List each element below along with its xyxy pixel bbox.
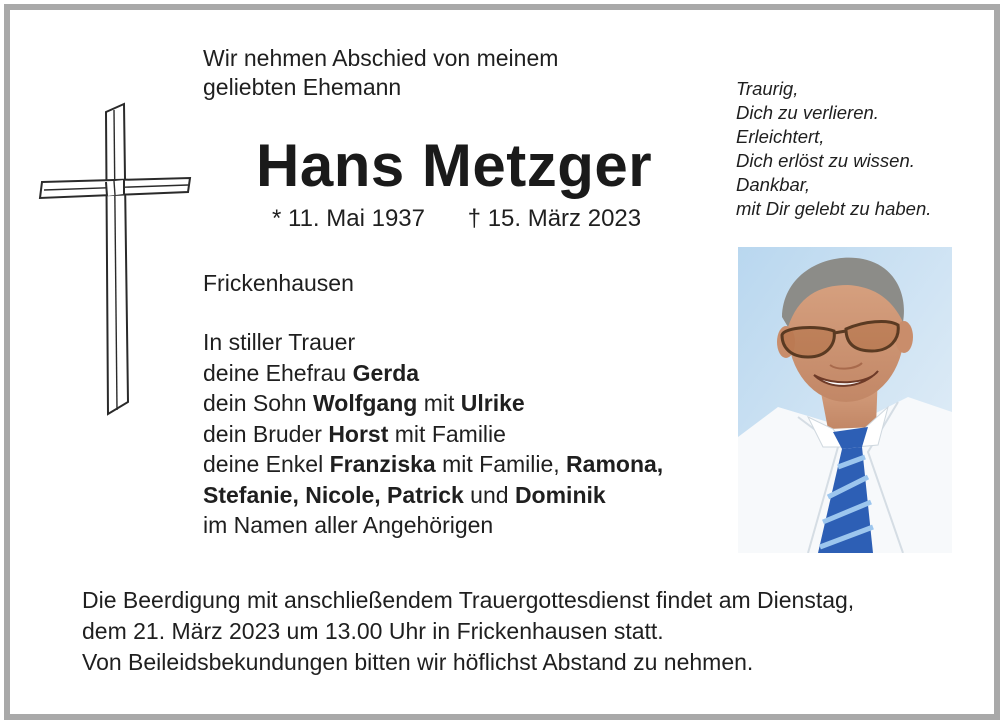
mourners-list	[203, 327, 663, 541]
poem-line: Dankbar,	[736, 174, 811, 195]
poem-line: Dich erlöst zu wissen.	[736, 150, 915, 171]
footer-line: Von Beileidsbekundungen bitten wir höflichst Abstand zu nehmen.	[82, 649, 754, 675]
mourners-line	[203, 480, 663, 511]
mourners-line	[203, 449, 663, 480]
relation-text: deine Enkel	[203, 451, 330, 477]
mourner-name: Horst	[328, 420, 389, 447]
mourners-line	[203, 388, 663, 419]
relation-text: mit Familie	[388, 420, 506, 447]
relation-text: deine Ehefrau	[203, 359, 353, 386]
mourner-name: Ramona,	[566, 451, 664, 477]
place-name: Frickenhausen	[203, 270, 354, 296]
poem-line: Erleichtert,	[736, 126, 825, 147]
footer-line: Die Beerdigung mit anschließendem Trauergottesdienst findet am Dienstag,	[82, 587, 855, 613]
footer-line: dem 21. März 2023 um 13.00 Uhr in Frickenhausen statt.	[82, 618, 664, 644]
life-dates	[272, 204, 641, 234]
intro-text	[203, 44, 558, 102]
relation-text: mit Familie,	[435, 451, 567, 477]
relation-text: und	[463, 481, 515, 508]
relation-text: dein Sohn	[203, 390, 313, 416]
mourner-name: Gerda	[352, 359, 420, 386]
poem	[736, 77, 931, 221]
poem-line: mit Dir gelebt zu haben.	[736, 198, 932, 219]
funeral-info	[82, 585, 854, 678]
mourner-name: Ulrike	[460, 390, 525, 416]
death-date: † 15. März 2023	[467, 205, 642, 232]
mourners-line	[203, 358, 663, 389]
deceased-name: Hans Metzger	[256, 132, 653, 199]
portrait-photo	[738, 247, 952, 553]
poem-line: Dich zu verlieren.	[736, 102, 879, 123]
mourners-line: im Namen aller Angehörigen	[203, 512, 494, 538]
relation-text: mit	[417, 390, 461, 416]
poem-line: Traurig,	[736, 78, 799, 99]
mourner-name: Franziska	[329, 451, 436, 477]
intro-line: Wir nehmen Abschied von meinem	[203, 45, 559, 71]
relation-text: dein Bruder	[203, 420, 329, 447]
mourners-line	[203, 419, 663, 450]
mourners-line: In stiller Trauer	[203, 329, 356, 355]
birth-date: * 11. Mai 1937	[272, 205, 425, 232]
mourner-name: Stefanie, Nicole, Patrick	[203, 481, 464, 508]
intro-line: geliebten Ehemann	[203, 74, 402, 100]
mourner-name: Dominik	[514, 481, 606, 508]
cross-icon	[38, 102, 194, 416]
mourner-name: Wolfgang	[312, 390, 418, 416]
